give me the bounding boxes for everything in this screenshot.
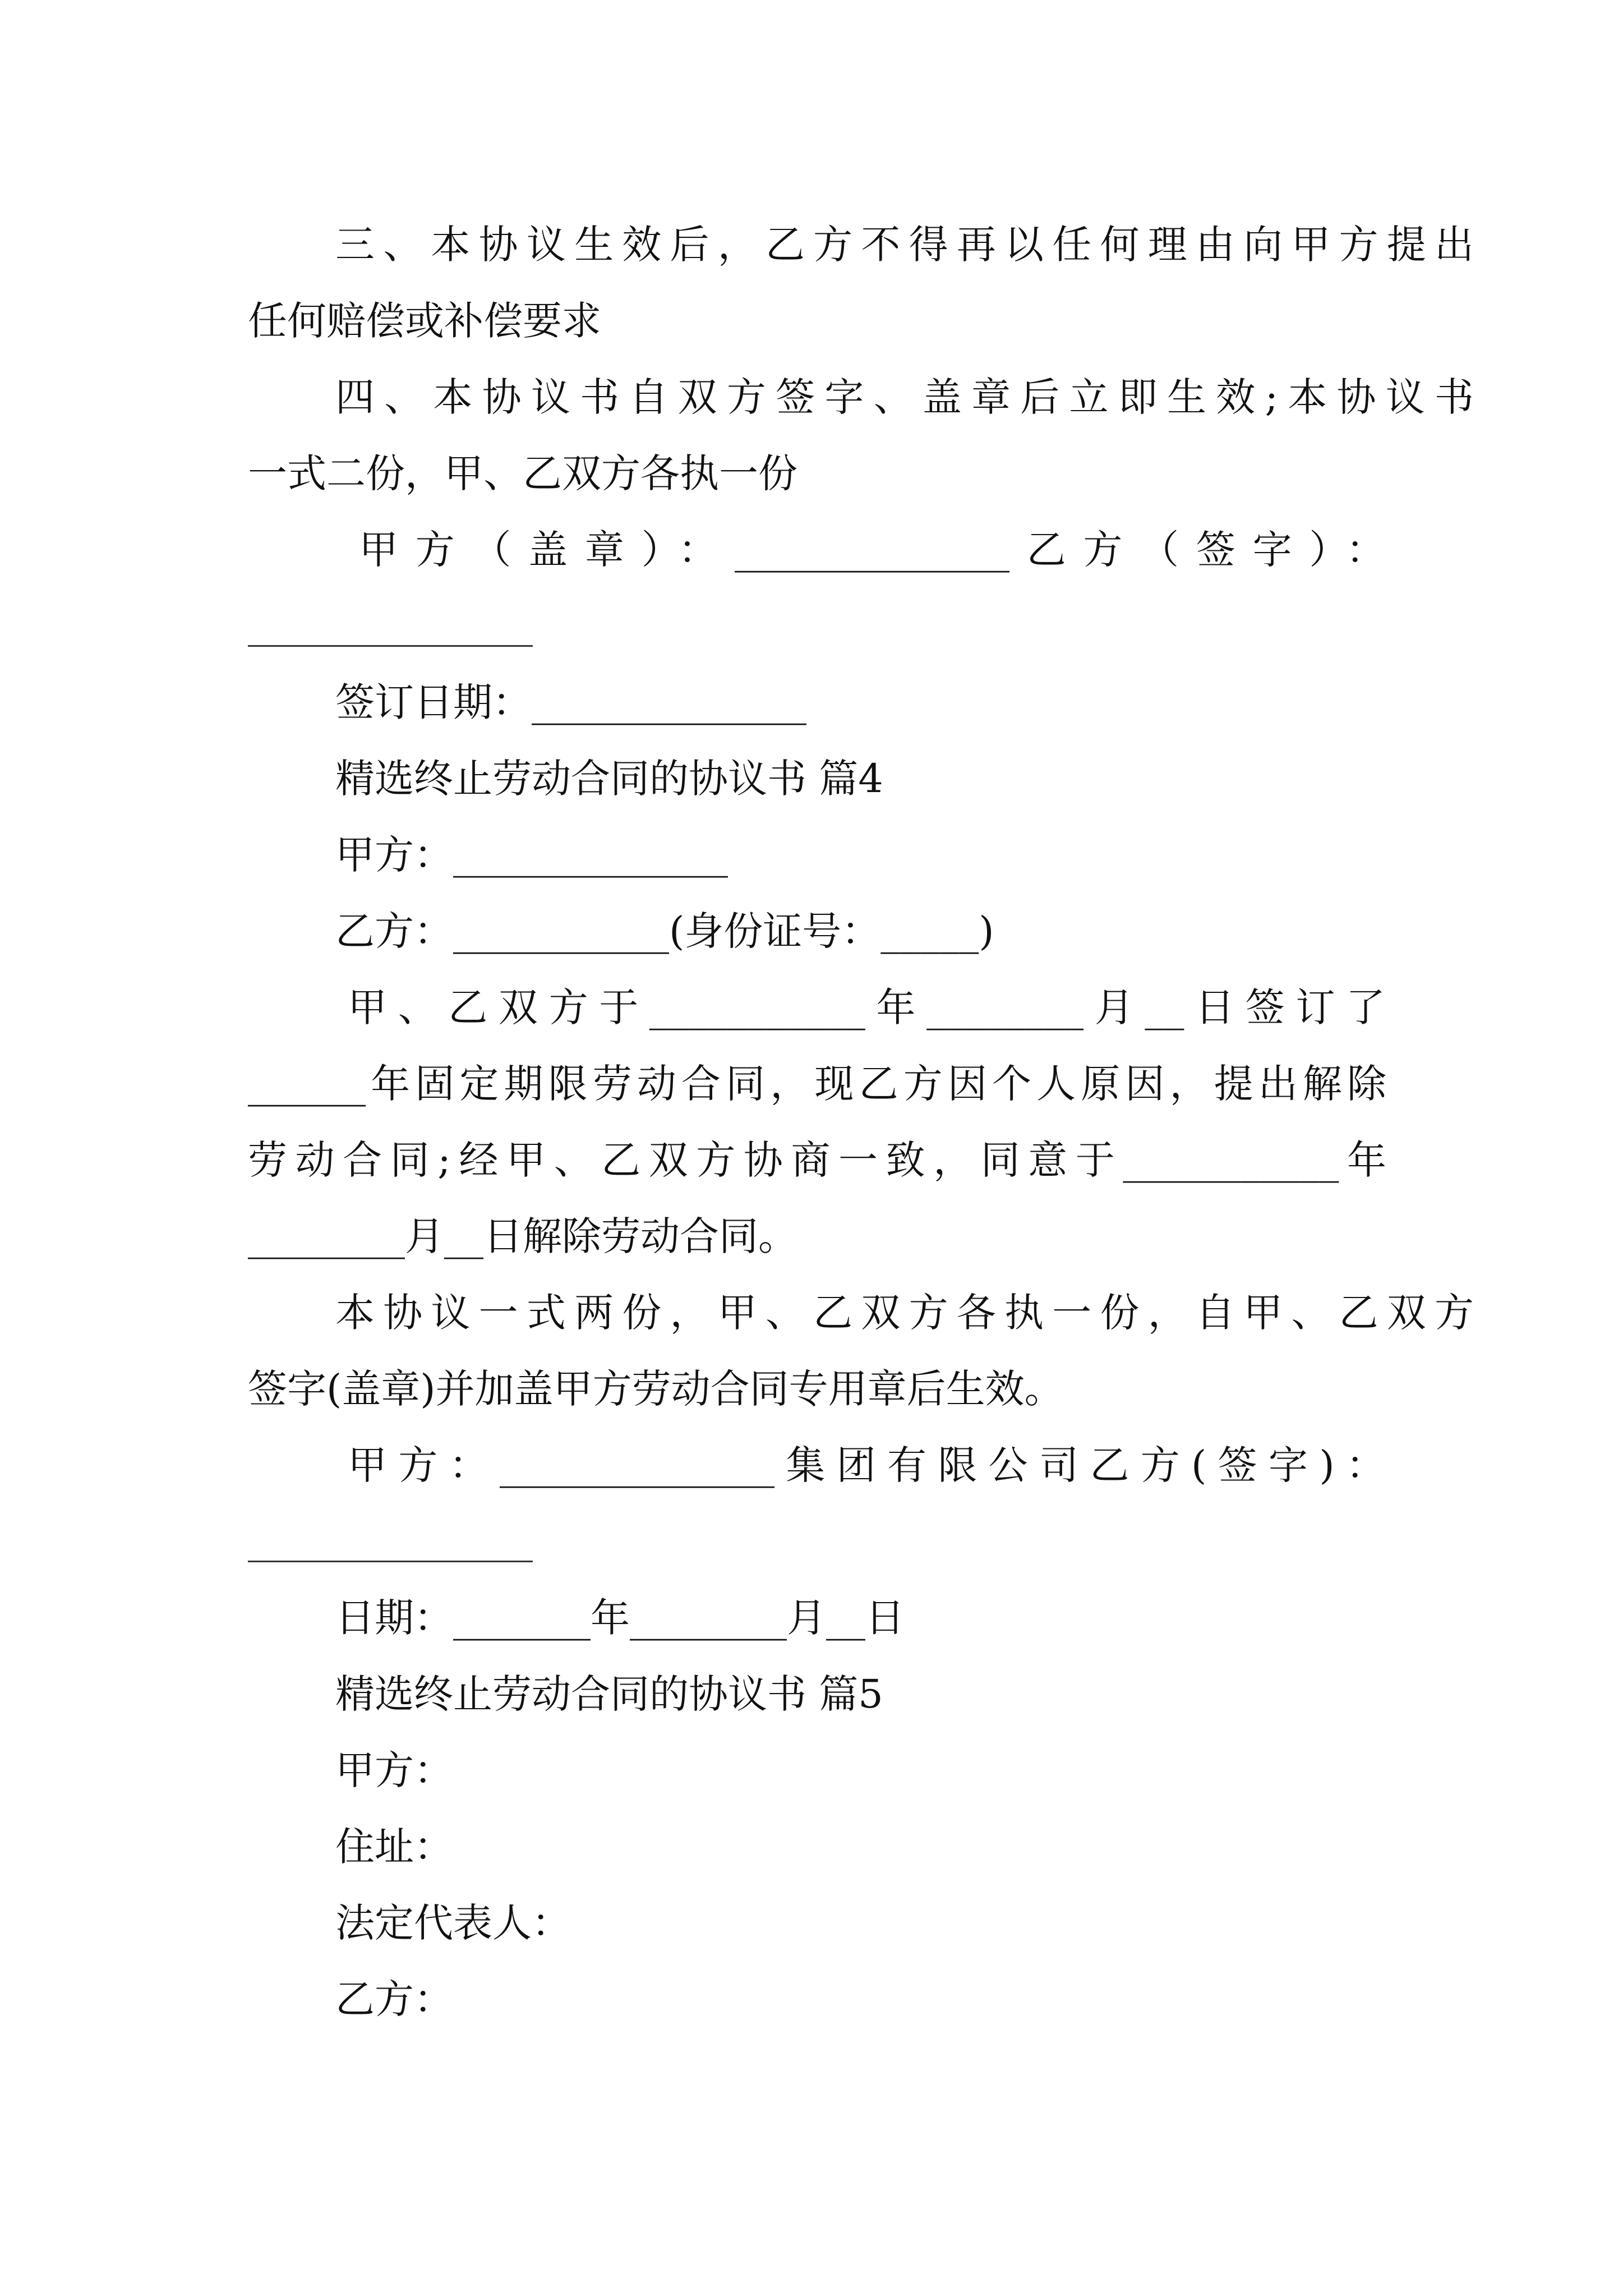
clause-4-line-1: 四、本协议书自双方签字、盖章后立即生效;本协议书	[335, 374, 1474, 420]
party-b-line: 乙方：___________(身份证号：_____)	[335, 908, 994, 954]
body-line-1: 甲、乙双方于___________年________月__日签订了	[348, 984, 1385, 1030]
copies-line-2: 签字(盖章)并加盖甲方劳动合同专用章后生效。	[248, 1366, 1064, 1412]
signature-line-party-a-b: 甲方（盖章）：______________乙方（签字）：	[359, 527, 1385, 573]
clause-3-line-2: 任何赔偿或补偿要求	[248, 298, 601, 344]
signature-line-company: 甲方：______________集团有限公司乙方(签字)：	[348, 1442, 1385, 1488]
signing-date-line: 签订日期：______________	[335, 679, 806, 725]
legal-representative-label: 法定代表人：	[335, 1900, 571, 1946]
body-line-3: 劳动合同;经甲、乙双方协商一致，同意于___________年	[248, 1137, 1386, 1183]
signature-blank-rule	[248, 645, 533, 647]
party-a-label: 甲方：	[335, 1747, 453, 1793]
clause-3-line-1: 三、本协议生效后，乙方不得再以任何理由向甲方提出	[335, 222, 1474, 268]
clause-4-line-2: 一式二份，甲、乙双方各执一份	[248, 450, 797, 496]
date-line: 日期：_______年________月__日	[335, 1595, 905, 1641]
section-heading-4: 精选终止劳动合同的协议书 篇4	[335, 756, 883, 802]
signature-blank-rule-2	[248, 1561, 533, 1562]
body-line-2: ______年固定期限劳动合同，现乙方因个人原因，提出解除	[248, 1061, 1386, 1107]
copies-line-1: 本协议一式两份，甲、乙双方各执一份，自甲、乙双方	[335, 1290, 1474, 1336]
party-b-label: 乙方：	[335, 1976, 453, 2022]
address-label: 住址：	[335, 1824, 453, 1870]
body-line-4: ________月__日解除劳动合同。	[248, 1213, 797, 1259]
section-heading-5: 精选终止劳动合同的协议书 篇5	[335, 1671, 883, 1717]
party-a-line: 甲方：______________	[335, 832, 728, 878]
